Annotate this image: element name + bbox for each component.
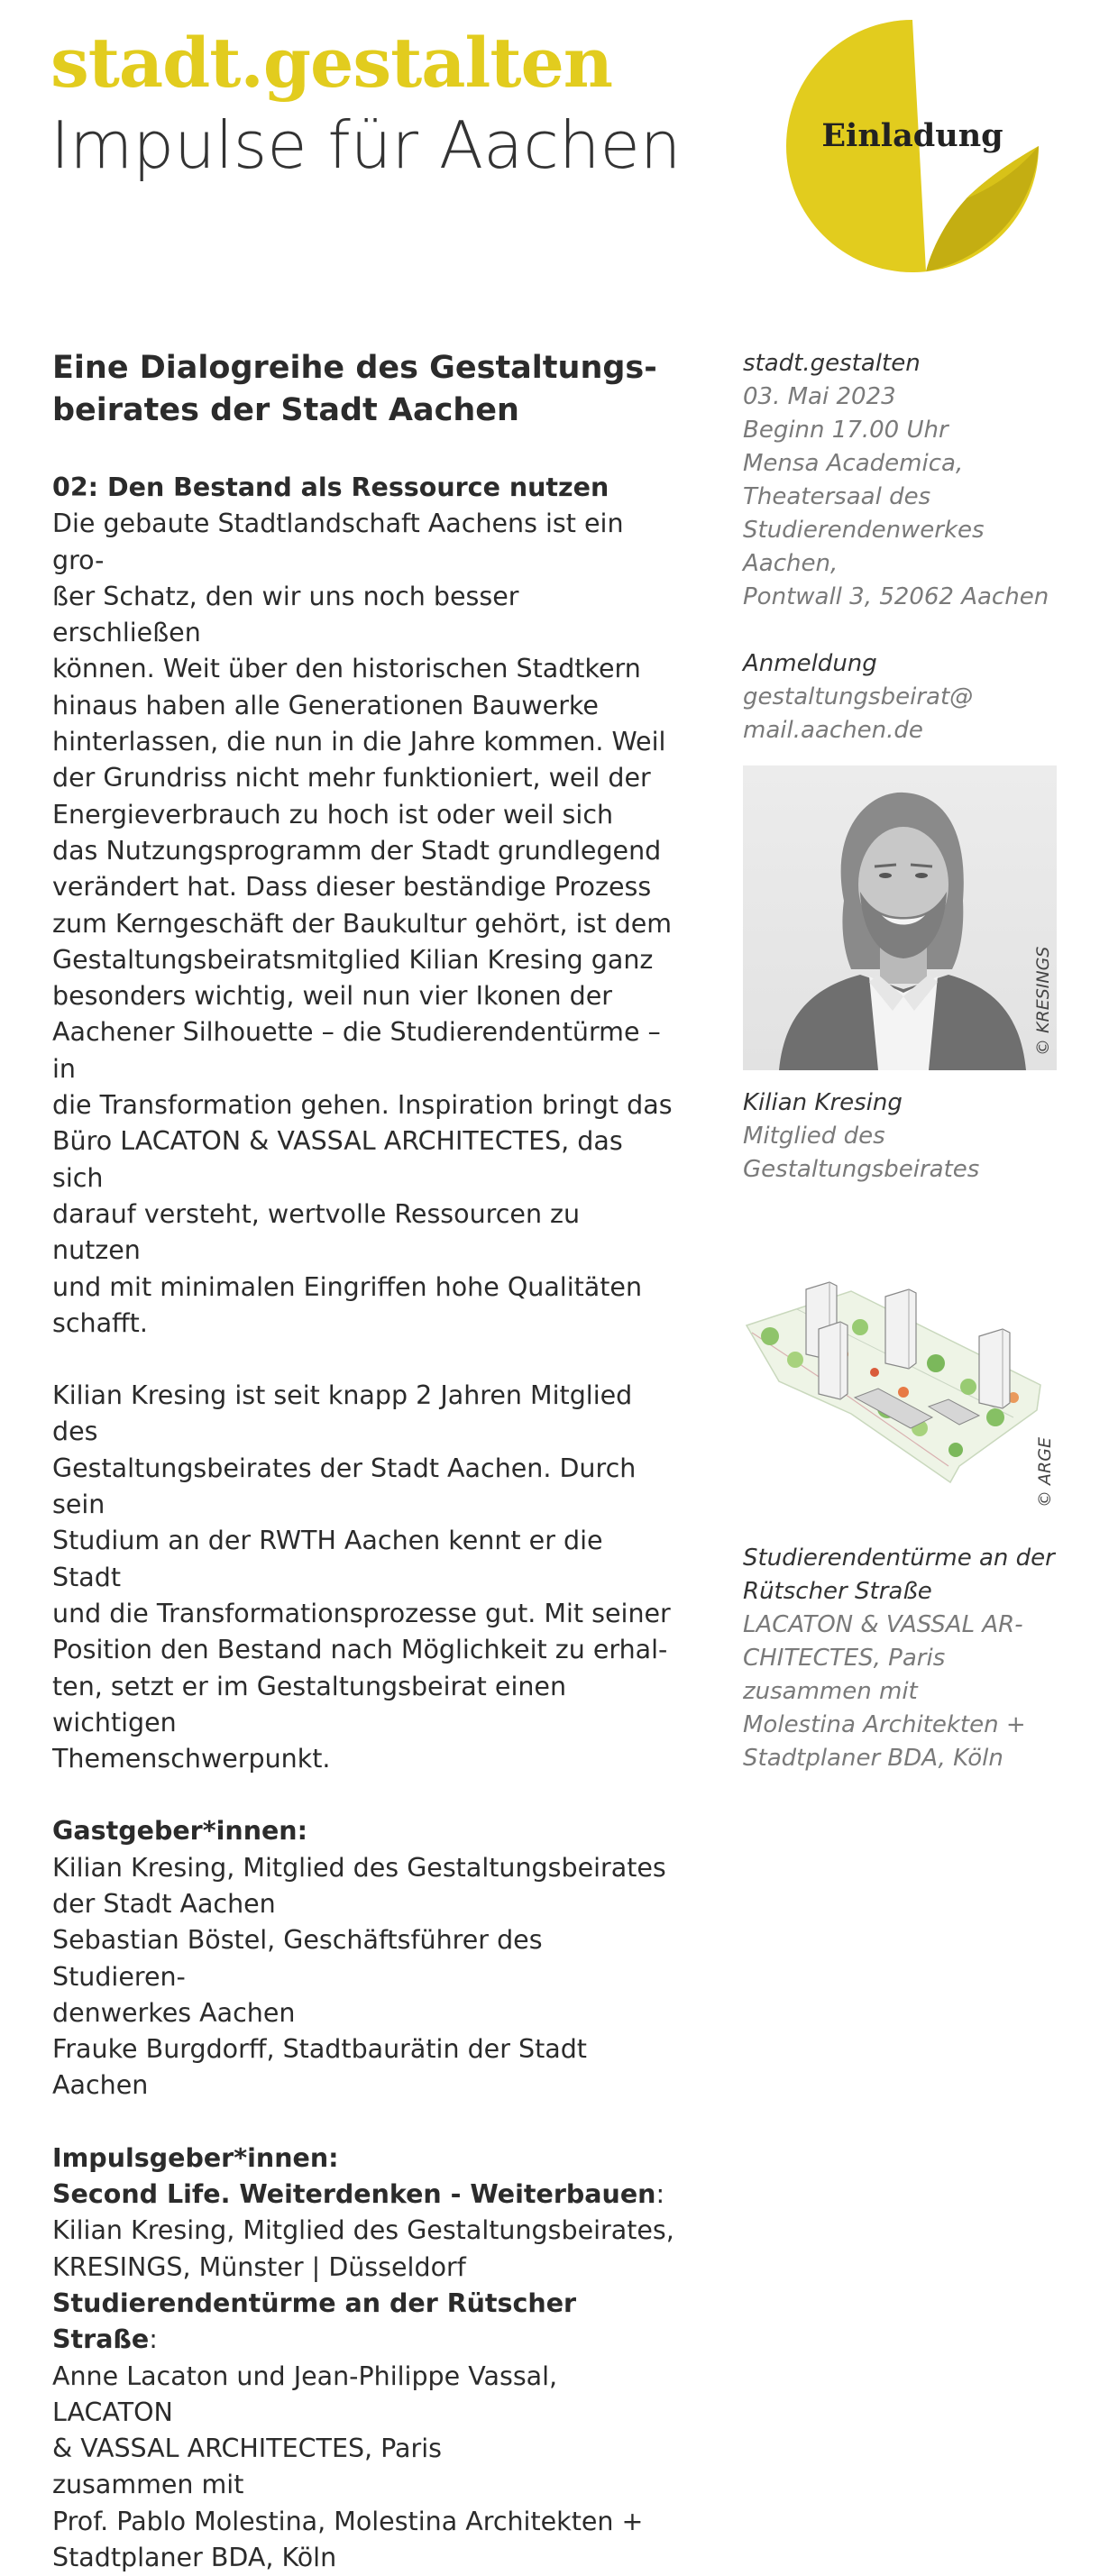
text-line: darauf versteht, wertvolle Ressourcen zu nutzen — [52, 1198, 581, 1266]
caption-title: Studierendentürme an der — [743, 1545, 1055, 1572]
text-line: verändert hat. Dass dieser beständige Prozess — [52, 872, 652, 903]
sidebar-column — [743, 347, 1068, 1775]
text-line: Aachener Silhouette – die Studierendentürme – in — [52, 1017, 661, 1084]
registration-email[interactable]: gestaltungsbeirat@ — [743, 683, 974, 710]
speaker-line: Anne Lacaton und Jean-Philippe Vassal, LACATON — [52, 2361, 558, 2427]
caption-title: Rütscher Straße — [743, 1578, 932, 1605]
portrait-illustration — [743, 765, 1057, 1070]
site-plan-caption — [743, 1542, 1068, 1775]
page-title-line: beirates der Stadt Aachen — [52, 392, 519, 428]
text-line: Energieverbrauch zu hoch ist oder weil sich — [52, 799, 614, 830]
host-line: Kilian Kresing, Mitglied des Gestaltungsbeirates — [52, 1852, 666, 1883]
speaker-line: KRESINGS, Münster | Düsseldorf — [52, 2251, 466, 2282]
text-line: können. Weit über den historischen Stadtkern — [52, 654, 641, 684]
speaker-line: & VASSAL ARCHITECTES, Paris — [52, 2434, 443, 2464]
body-text — [52, 470, 674, 2576]
brand-subtitle: Impulse für Aachen — [50, 107, 682, 183]
host-line: der Stadt Aachen — [52, 1888, 276, 1919]
caption-line: Stadtplaner BDA, Köln — [743, 1745, 1003, 1772]
text-line: Kilian Kresing ist seit knapp 2 Jahren Mitglied des — [52, 1380, 633, 1447]
caption-role: Gestaltungsbeirates — [743, 1156, 980, 1183]
host-line: denwerkes Aachen — [52, 1997, 296, 2028]
hosts-title: Gastgeber*innen: — [52, 1816, 307, 1847]
site-plan-image — [743, 1273, 1068, 1509]
event-time: Beginn 17.00 Uhr — [743, 417, 948, 444]
text-line: hinterlassen, die nun in die Jahre kommen. Weil — [52, 727, 666, 757]
photo-credit: © KRESINGS — [1033, 946, 1053, 1056]
host-line: Frauke Burgdorff, Stadtbaurätin der Stadt Aachen — [52, 2034, 587, 2101]
brand-title: stadt.gestalten — [50, 23, 613, 103]
speakers-section: Impulsgeber*innen: Second Life. Weiterdenken - Weiterbauen: Kilian Kresing, Mitglied des Gestaltungsbeirates, KRESINGS, Münster | Düsseldorf Studierendentürme an der Rütscher Straße: Anne Lacaton und Jean-Philippe Vassal, LACATON & VASSAL ARCHITECTES, Paris zusammen mit Prof. Pablo Molestina, Molestina Architekten + Stadtplaner BDA, Köln — [52, 2141, 674, 2576]
event-details — [743, 347, 1068, 747]
text-line: ßer Schatz, den wir uns noch besser erschließen — [52, 581, 519, 648]
text-line: Gestaltungsbeirates der Stadt Aachen. Durch sein — [52, 1453, 637, 1520]
speakers-title: Impulsgeber*innen: — [52, 2142, 339, 2173]
talk-title: Second Life. Weiterdenken - Weiterbauen — [52, 2179, 656, 2210]
page-title-line: Eine Dialogreihe des Gestaltungs- — [52, 350, 657, 386]
caption-line: Molestina Architekten + — [743, 1711, 1026, 1738]
event-name: stadt.gestalten — [743, 350, 921, 377]
invitation-sticker — [777, 11, 1048, 281]
registration-label: Anmeldung — [743, 650, 877, 677]
text-line: das Nutzungsprogramm der Stadt grundlegend — [52, 835, 662, 866]
event-venue-line: Pontwall 3, 52062 Aachen — [743, 583, 1049, 610]
speaker-line: Kilian Kresing, Mitglied des Gestaltungsbeirates, — [52, 2215, 674, 2246]
text-line: Studium an der RWTH Aachen kennt er die Stadt — [52, 1526, 603, 1592]
speaker-line: zusammen mit — [52, 2470, 244, 2500]
talk-title: Studierendentürme an der Rütscher Straße — [52, 2287, 577, 2355]
portrait-photo — [743, 765, 1057, 1070]
caption-line: CHITECTES, Paris — [743, 1645, 946, 1672]
page-title — [52, 347, 674, 432]
portrait-caption — [743, 1086, 1068, 1187]
text-line: und mit minimalen Eingriffen hohe Qualitäten — [52, 1271, 643, 1302]
text-line: der Grundriss nicht mehr funktioniert, weil der — [52, 763, 651, 793]
event-venue-line: Theatersaal des — [743, 483, 931, 510]
hosts-section — [52, 1813, 674, 2104]
text-line: schafft. — [52, 1307, 148, 1338]
speaker-line: Stadtplaner BDA, Köln — [52, 2543, 337, 2573]
event-date: 03. Mai 2023 — [743, 383, 896, 410]
sticker-label: Einladung — [821, 117, 1003, 154]
host-line: Sebastian Böstel, Geschäftsführer des Studieren- — [52, 1925, 543, 1992]
caption-role: Mitglied des — [743, 1123, 885, 1150]
section-title: 02: Den Bestand als Ressource nutzen — [52, 472, 609, 502]
text-line: die Transformation gehen. Inspiration bringt das — [52, 1090, 673, 1121]
text-line: Büro LACATON & VASSAL ARCHITECTES, das sich — [52, 1126, 623, 1193]
text-line: und die Transformationsprozesse gut. Mit seiner — [52, 1598, 671, 1628]
main-column — [52, 347, 674, 2576]
text-line: ten, setzt er im Gestaltungsbeirat einen wichtigen — [52, 1671, 567, 1737]
registration-email[interactable]: mail.aachen.de — [743, 717, 923, 744]
event-venue-line: Mensa Academica, — [743, 450, 964, 477]
caption-line: zusammen mit — [743, 1678, 918, 1705]
caption-line: LACATON & VASSAL AR- — [743, 1611, 1023, 1638]
bio-paragraph — [52, 1378, 674, 1777]
image-credit: © ARGE — [1035, 1437, 1055, 1508]
event-venue-line: Studierendenwerkes Aachen, — [743, 517, 985, 577]
intro-paragraph — [52, 506, 674, 1342]
text-line: Position den Bestand nach Möglichkeit zu erhal- — [52, 1635, 668, 1665]
text-line: Gestaltungsbeiratsmitglied Kilian Kresing ganz — [52, 944, 654, 975]
text-line: Themenschwerpunkt. — [52, 1744, 331, 1774]
text-line: besonders wichtig, weil nun vier Ikonen der — [52, 981, 612, 1012]
text-line: hinaus haben alle Generationen Bauwerke — [52, 690, 599, 720]
caption-name: Kilian Kresing — [743, 1089, 903, 1116]
text-line: zum Kerngeschäft der Baukultur gehört, ist dem — [52, 908, 672, 939]
text-line: Die gebaute Stadtlandschaft Aachens ist ein gro- — [52, 509, 624, 575]
speaker-line: Prof. Pablo Molestina, Molestina Architekten + — [52, 2506, 644, 2536]
site-plan-illustration — [743, 1273, 1068, 1509]
